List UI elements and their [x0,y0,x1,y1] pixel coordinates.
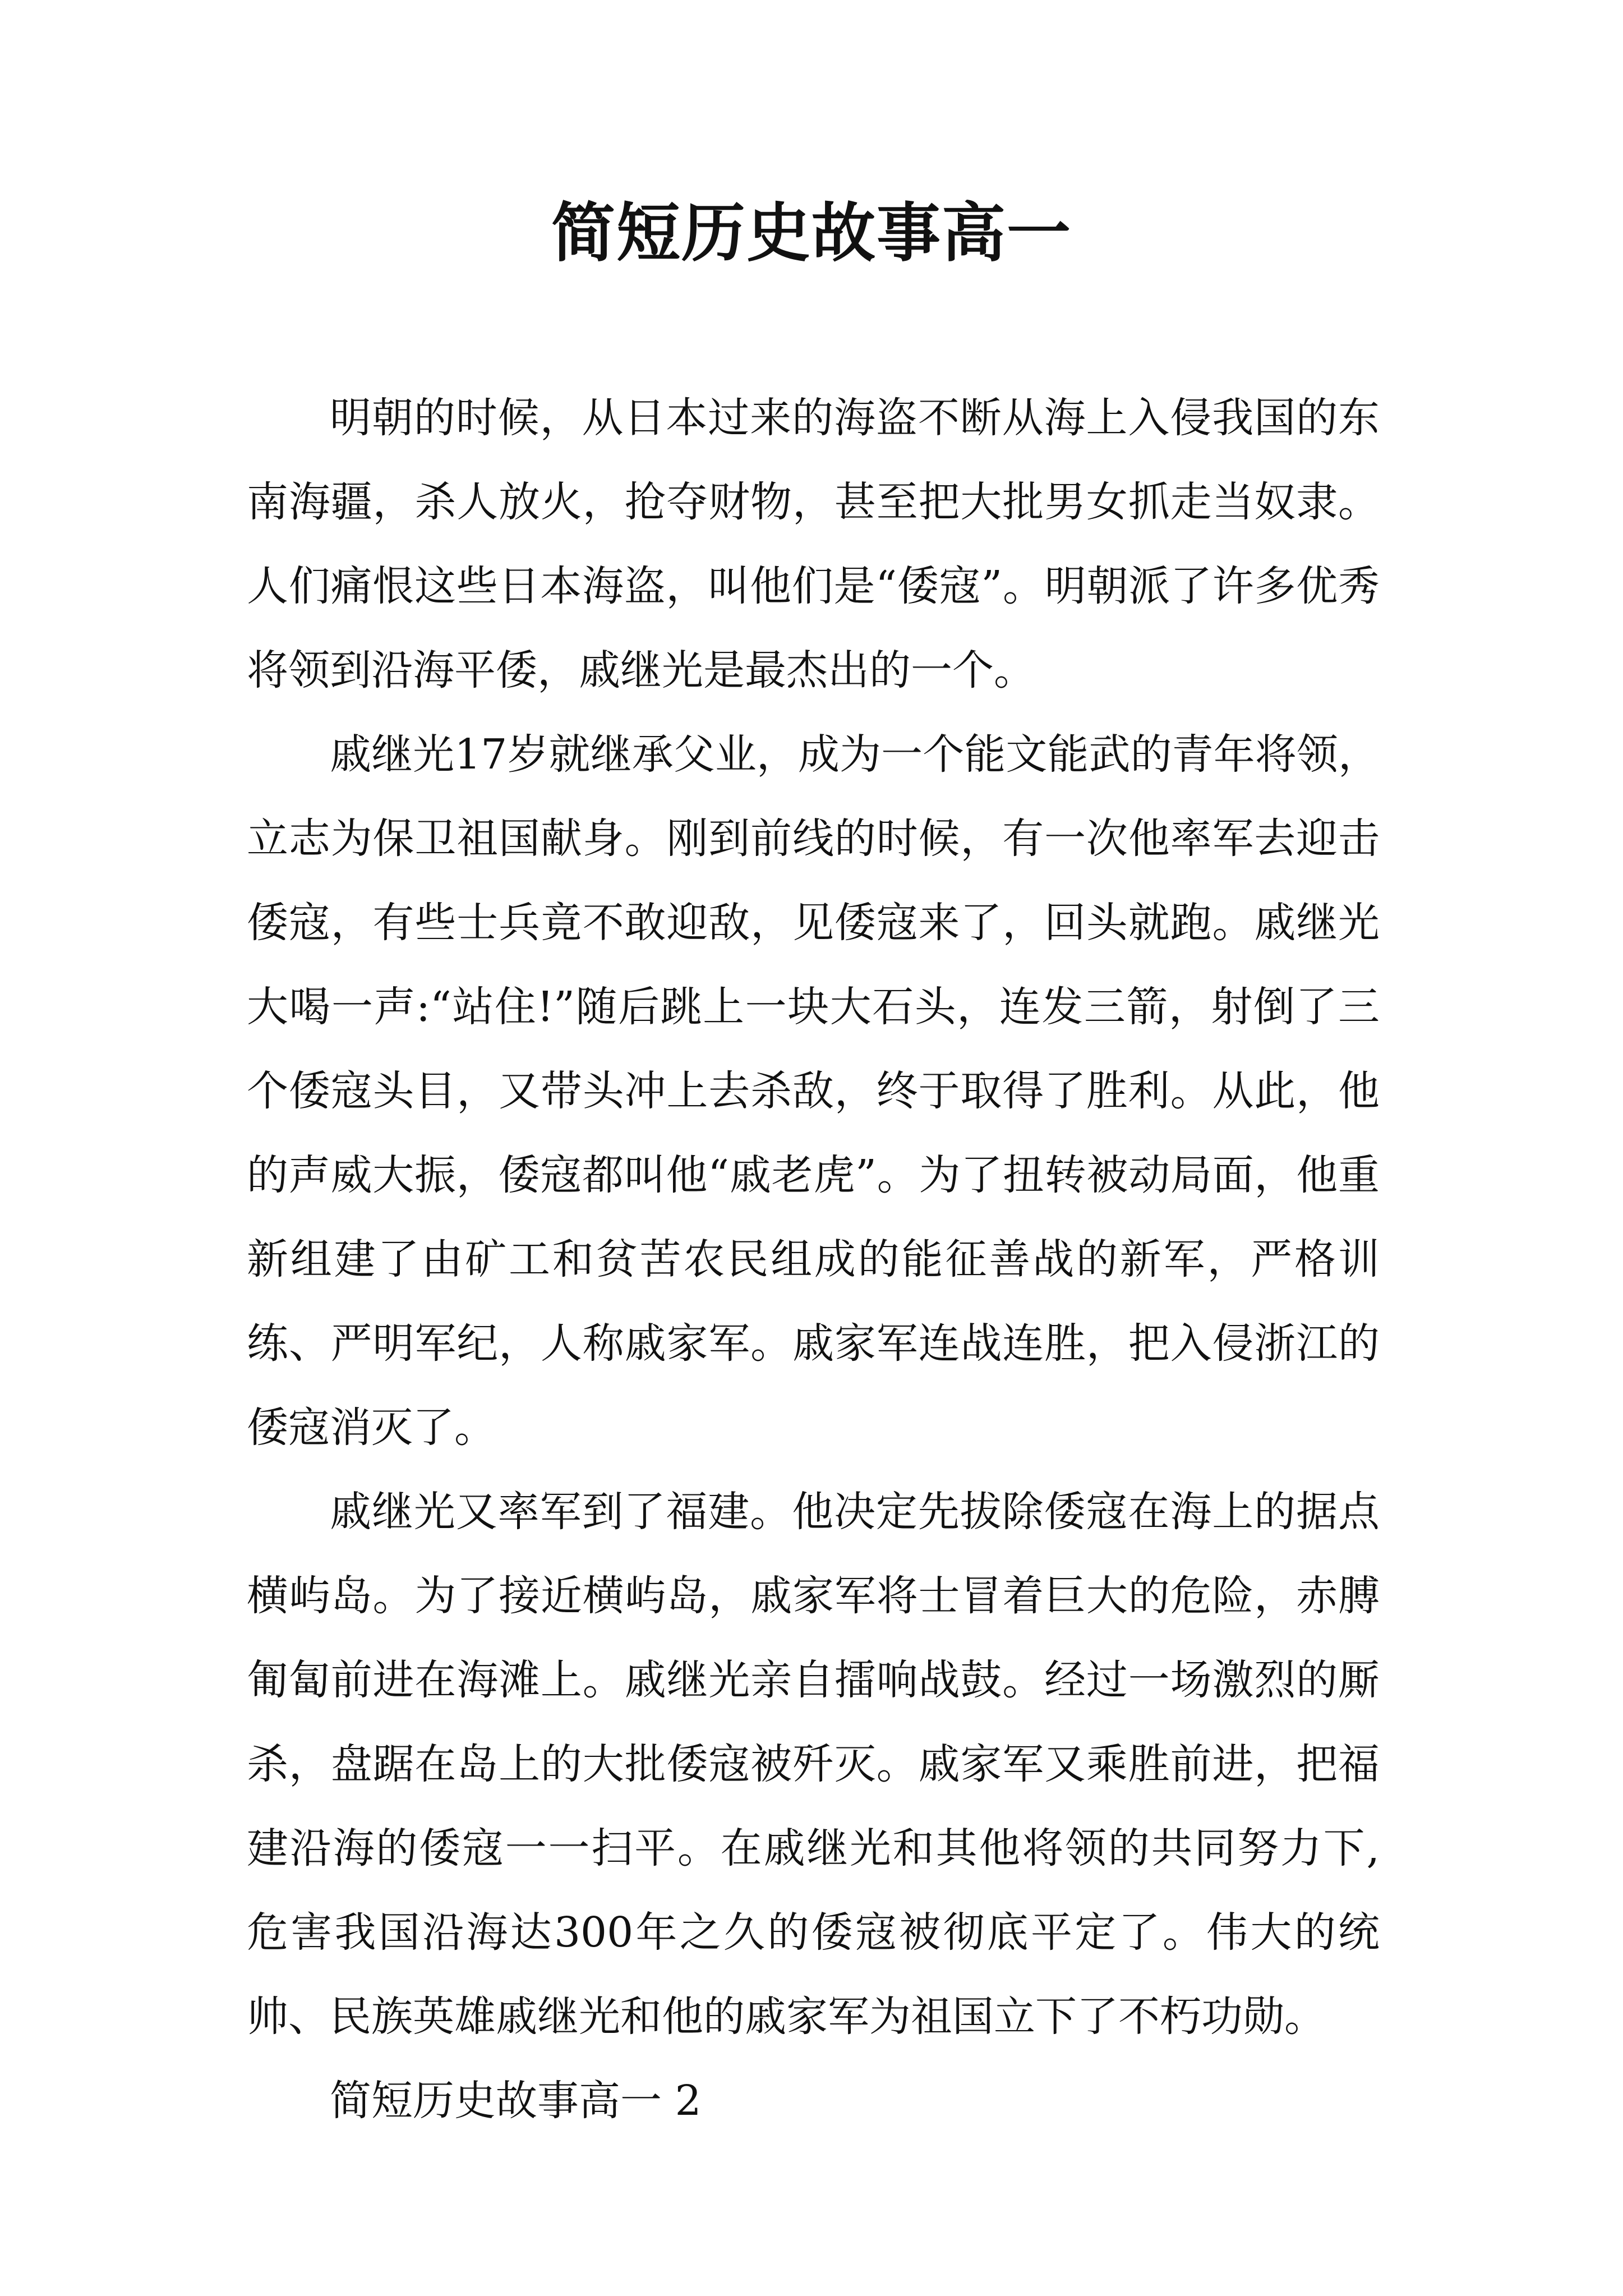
paragraph-3: 戚继光又率军到了福建。他决定先拔除倭寇在海上的据点横屿岛。为了接近横屿岛，戚家军将士冒着巨大的危险，赤膊匍匐前进在海滩上。戚继光亲自擂响战鼓。经过一场激烈的厮杀，盘踞在岛上的大批倭寇被歼灭。戚家军又乘胜前进，把福建沿海的倭寇一一扫平。在戚继光和其他将领的共同努力下,危害我国沿海达300年之久的倭寇被彻底平定了。伟大的统帅、民族英雄戚继光和他的戚家军为祖国立下了不朽功勋。 [247,1488,1380,2041]
document-body [247,376,1380,2143]
next-section-heading: 简短历史故事高一 2 [330,2077,702,2125]
document-title: 简短历史故事高一 [551,195,1072,270]
paragraph-2: 戚继光17岁就继承父业，成为一个能文能武的青年将领，立志为保卫祖国献身。刚到前线的时候，有一次他率军去迎击倭寇，有些士兵竟不敢迎敌，见倭寇来了，回头就跑。戚继光大喝一声:“站住!”随后跳上一块大石头，连发三箭，射倒了三个倭寇头目，又带头冲上去杀敌，终于取得了胜利。从此，他的声威大振，倭寇都叫他“戚老虎”。为了扭转被动局面，他重新组建了由矿工和贫苦农民组成的能征善战的新军，严格训练、严明军纪，人称戚家军。戚家军连战连胜，把入侵浙江的倭寇消灭了。 [247,730,1380,1452]
paragraph-1: 明朝的时候，从日本过来的海盗不断从海上入侵我国的东南海疆，杀人放火，抢夺财物，甚至把大批男女抓走当奴隶。人们痛恨这些日本海盗，叫他们是“倭寇”。明朝派了许多优秀将领到沿海平倭，戚继光是最杰出的一个。 [247,394,1380,694]
